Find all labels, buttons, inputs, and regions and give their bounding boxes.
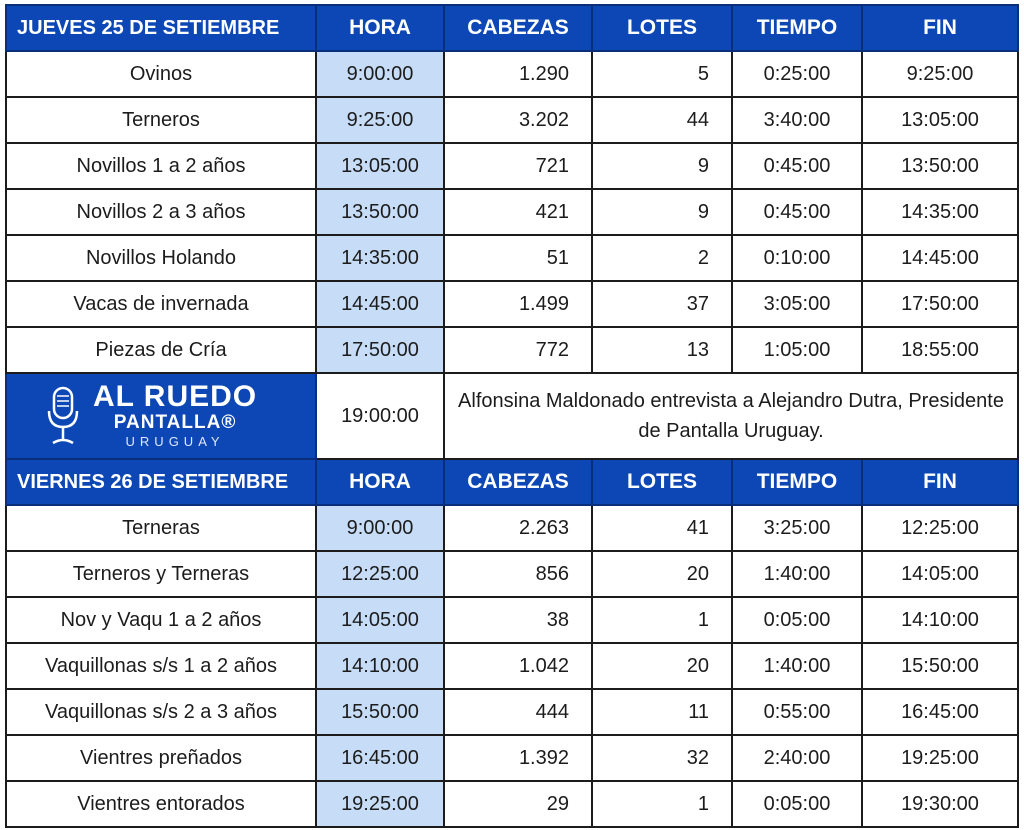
cabezas-cell: 1.290 xyxy=(444,51,592,97)
lotes-cell: 9 xyxy=(592,143,732,189)
table-row xyxy=(6,597,1018,643)
hora-cell: 17:50:00 xyxy=(316,327,444,373)
fin-cell: 14:35:00 xyxy=(862,189,1018,235)
category-cell: Vaquillonas s/s 2 a 3 años xyxy=(6,689,316,735)
fin-cell: 17:50:00 xyxy=(862,281,1018,327)
promo-row xyxy=(6,373,1018,459)
hora-cell: 9:00:00 xyxy=(316,505,444,551)
fin-cell: 19:25:00 xyxy=(862,735,1018,781)
table-row xyxy=(6,143,1018,189)
category-cell: Vaquillonas s/s 1 a 2 años xyxy=(6,643,316,689)
table-row xyxy=(6,781,1018,827)
cabezas-cell: 856 xyxy=(444,551,592,597)
brand-line2: PANTALLA® xyxy=(113,412,237,433)
column-tiempo: TIEMPO xyxy=(732,459,862,505)
tiempo-cell: 1:40:00 xyxy=(732,643,862,689)
category-cell: Terneros y Terneras xyxy=(6,551,316,597)
hora-cell: 13:05:00 xyxy=(316,143,444,189)
cabezas-cell: 38 xyxy=(444,597,592,643)
hora-cell: 19:25:00 xyxy=(316,781,444,827)
tiempo-cell: 3:25:00 xyxy=(732,505,862,551)
lotes-cell: 37 xyxy=(592,281,732,327)
tiempo-cell: 0:45:00 xyxy=(732,143,862,189)
table-row xyxy=(6,551,1018,597)
header-row-day2 xyxy=(6,459,1018,505)
hora-cell: 13:50:00 xyxy=(316,189,444,235)
lotes-cell: 5 xyxy=(592,51,732,97)
table-row xyxy=(6,735,1018,781)
lotes-cell: 1 xyxy=(592,597,732,643)
table-row xyxy=(6,51,1018,97)
column-tiempo: TIEMPO xyxy=(732,5,862,51)
lotes-cell: 2 xyxy=(592,235,732,281)
table-row xyxy=(6,189,1018,235)
cabezas-cell: 772 xyxy=(444,327,592,373)
lotes-cell: 11 xyxy=(592,689,732,735)
column-lotes: LOTES xyxy=(592,459,732,505)
lotes-cell: 44 xyxy=(592,97,732,143)
logo-box xyxy=(7,374,315,458)
category-cell: Ovinos xyxy=(6,51,316,97)
fin-cell: 12:25:00 xyxy=(862,505,1018,551)
hora-cell: 14:45:00 xyxy=(316,281,444,327)
table-row xyxy=(6,235,1018,281)
fin-cell: 13:50:00 xyxy=(862,143,1018,189)
hora-cell: 9:25:00 xyxy=(316,97,444,143)
category-cell: Novillos 2 a 3 años xyxy=(6,189,316,235)
microphone-icon xyxy=(43,385,83,447)
hora-cell: 14:35:00 xyxy=(316,235,444,281)
column-fin: FIN xyxy=(862,5,1018,51)
cabezas-cell: 444 xyxy=(444,689,592,735)
category-cell: Terneros xyxy=(6,97,316,143)
day2-title: VIERNES 26 DE SETIEMBRE xyxy=(6,459,316,505)
tiempo-cell: 0:10:00 xyxy=(732,235,862,281)
tiempo-cell: 3:40:00 xyxy=(732,97,862,143)
lotes-cell: 41 xyxy=(592,505,732,551)
hora-cell: 9:00:00 xyxy=(316,51,444,97)
lotes-cell: 1 xyxy=(592,781,732,827)
column-fin: FIN xyxy=(862,459,1018,505)
lotes-cell: 20 xyxy=(592,551,732,597)
lotes-cell: 32 xyxy=(592,735,732,781)
fin-cell: 19:30:00 xyxy=(862,781,1018,827)
fin-cell: 14:05:00 xyxy=(862,551,1018,597)
column-cabezas: CABEZAS xyxy=(444,459,592,505)
lotes-cell: 20 xyxy=(592,643,732,689)
tiempo-cell: 1:40:00 xyxy=(732,551,862,597)
al-ruedo-logo xyxy=(6,373,316,459)
column-lotes: LOTES xyxy=(592,5,732,51)
lotes-cell: 9 xyxy=(592,189,732,235)
category-cell: Vientres entorados xyxy=(6,781,316,827)
category-cell: Novillos Holando xyxy=(6,235,316,281)
hora-cell: 14:05:00 xyxy=(316,597,444,643)
table-row xyxy=(6,689,1018,735)
day1-title: JUEVES 25 DE SETIEMBRE xyxy=(6,5,316,51)
tiempo-cell: 0:45:00 xyxy=(732,189,862,235)
column-hora: HORA xyxy=(316,5,444,51)
category-cell: Novillos 1 a 2 años xyxy=(6,143,316,189)
cabezas-cell: 2.263 xyxy=(444,505,592,551)
fin-cell: 13:05:00 xyxy=(862,97,1018,143)
tiempo-cell: 0:05:00 xyxy=(732,781,862,827)
cabezas-cell: 1.499 xyxy=(444,281,592,327)
brand-line1: AL RUEDO xyxy=(93,380,258,413)
fin-cell: 9:25:00 xyxy=(862,51,1018,97)
tiempo-cell: 3:05:00 xyxy=(732,281,862,327)
tiempo-cell: 0:05:00 xyxy=(732,597,862,643)
cabezas-cell: 3.202 xyxy=(444,97,592,143)
schedule xyxy=(5,4,1017,828)
tiempo-cell: 2:40:00 xyxy=(732,735,862,781)
fin-cell: 18:55:00 xyxy=(862,327,1018,373)
table-row xyxy=(6,281,1018,327)
tiempo-cell: 0:55:00 xyxy=(732,689,862,735)
lotes-cell: 13 xyxy=(592,327,732,373)
brand-text xyxy=(93,382,257,450)
table-row xyxy=(6,327,1018,373)
table-row xyxy=(6,643,1018,689)
promo-description: Alfonsina Maldonado entrevista a Alejandro Dutra, Presidente de Pantalla Uruguay. xyxy=(444,373,1018,459)
cabezas-cell: 51 xyxy=(444,235,592,281)
cabezas-cell: 721 xyxy=(444,143,592,189)
fin-cell: 14:45:00 xyxy=(862,235,1018,281)
table-row xyxy=(6,505,1018,551)
fin-cell: 14:10:00 xyxy=(862,597,1018,643)
promo-hora-cell: 19:00:00 xyxy=(316,373,444,459)
hora-cell: 16:45:00 xyxy=(316,735,444,781)
hora-cell: 15:50:00 xyxy=(316,689,444,735)
cabezas-cell: 1.042 xyxy=(444,643,592,689)
category-cell: Terneras xyxy=(6,505,316,551)
fin-cell: 15:50:00 xyxy=(862,643,1018,689)
category-cell: Vacas de invernada xyxy=(6,281,316,327)
hora-cell: 12:25:00 xyxy=(316,551,444,597)
brand-line3: URUGUAY xyxy=(125,434,225,449)
cabezas-cell: 1.392 xyxy=(444,735,592,781)
tiempo-cell: 0:25:00 xyxy=(732,51,862,97)
column-hora: HORA xyxy=(316,459,444,505)
table-row xyxy=(6,97,1018,143)
fin-cell: 16:45:00 xyxy=(862,689,1018,735)
column-cabezas: CABEZAS xyxy=(444,5,592,51)
cabezas-cell: 421 xyxy=(444,189,592,235)
hora-cell: 14:10:00 xyxy=(316,643,444,689)
category-cell: Piezas de Cría xyxy=(6,327,316,373)
tiempo-cell: 1:05:00 xyxy=(732,327,862,373)
category-cell: Vientres preñados xyxy=(6,735,316,781)
category-cell: Nov y Vaqu 1 a 2 años xyxy=(6,597,316,643)
cabezas-cell: 29 xyxy=(444,781,592,827)
header-row-day1 xyxy=(6,5,1018,51)
schedule-table xyxy=(5,4,1019,828)
